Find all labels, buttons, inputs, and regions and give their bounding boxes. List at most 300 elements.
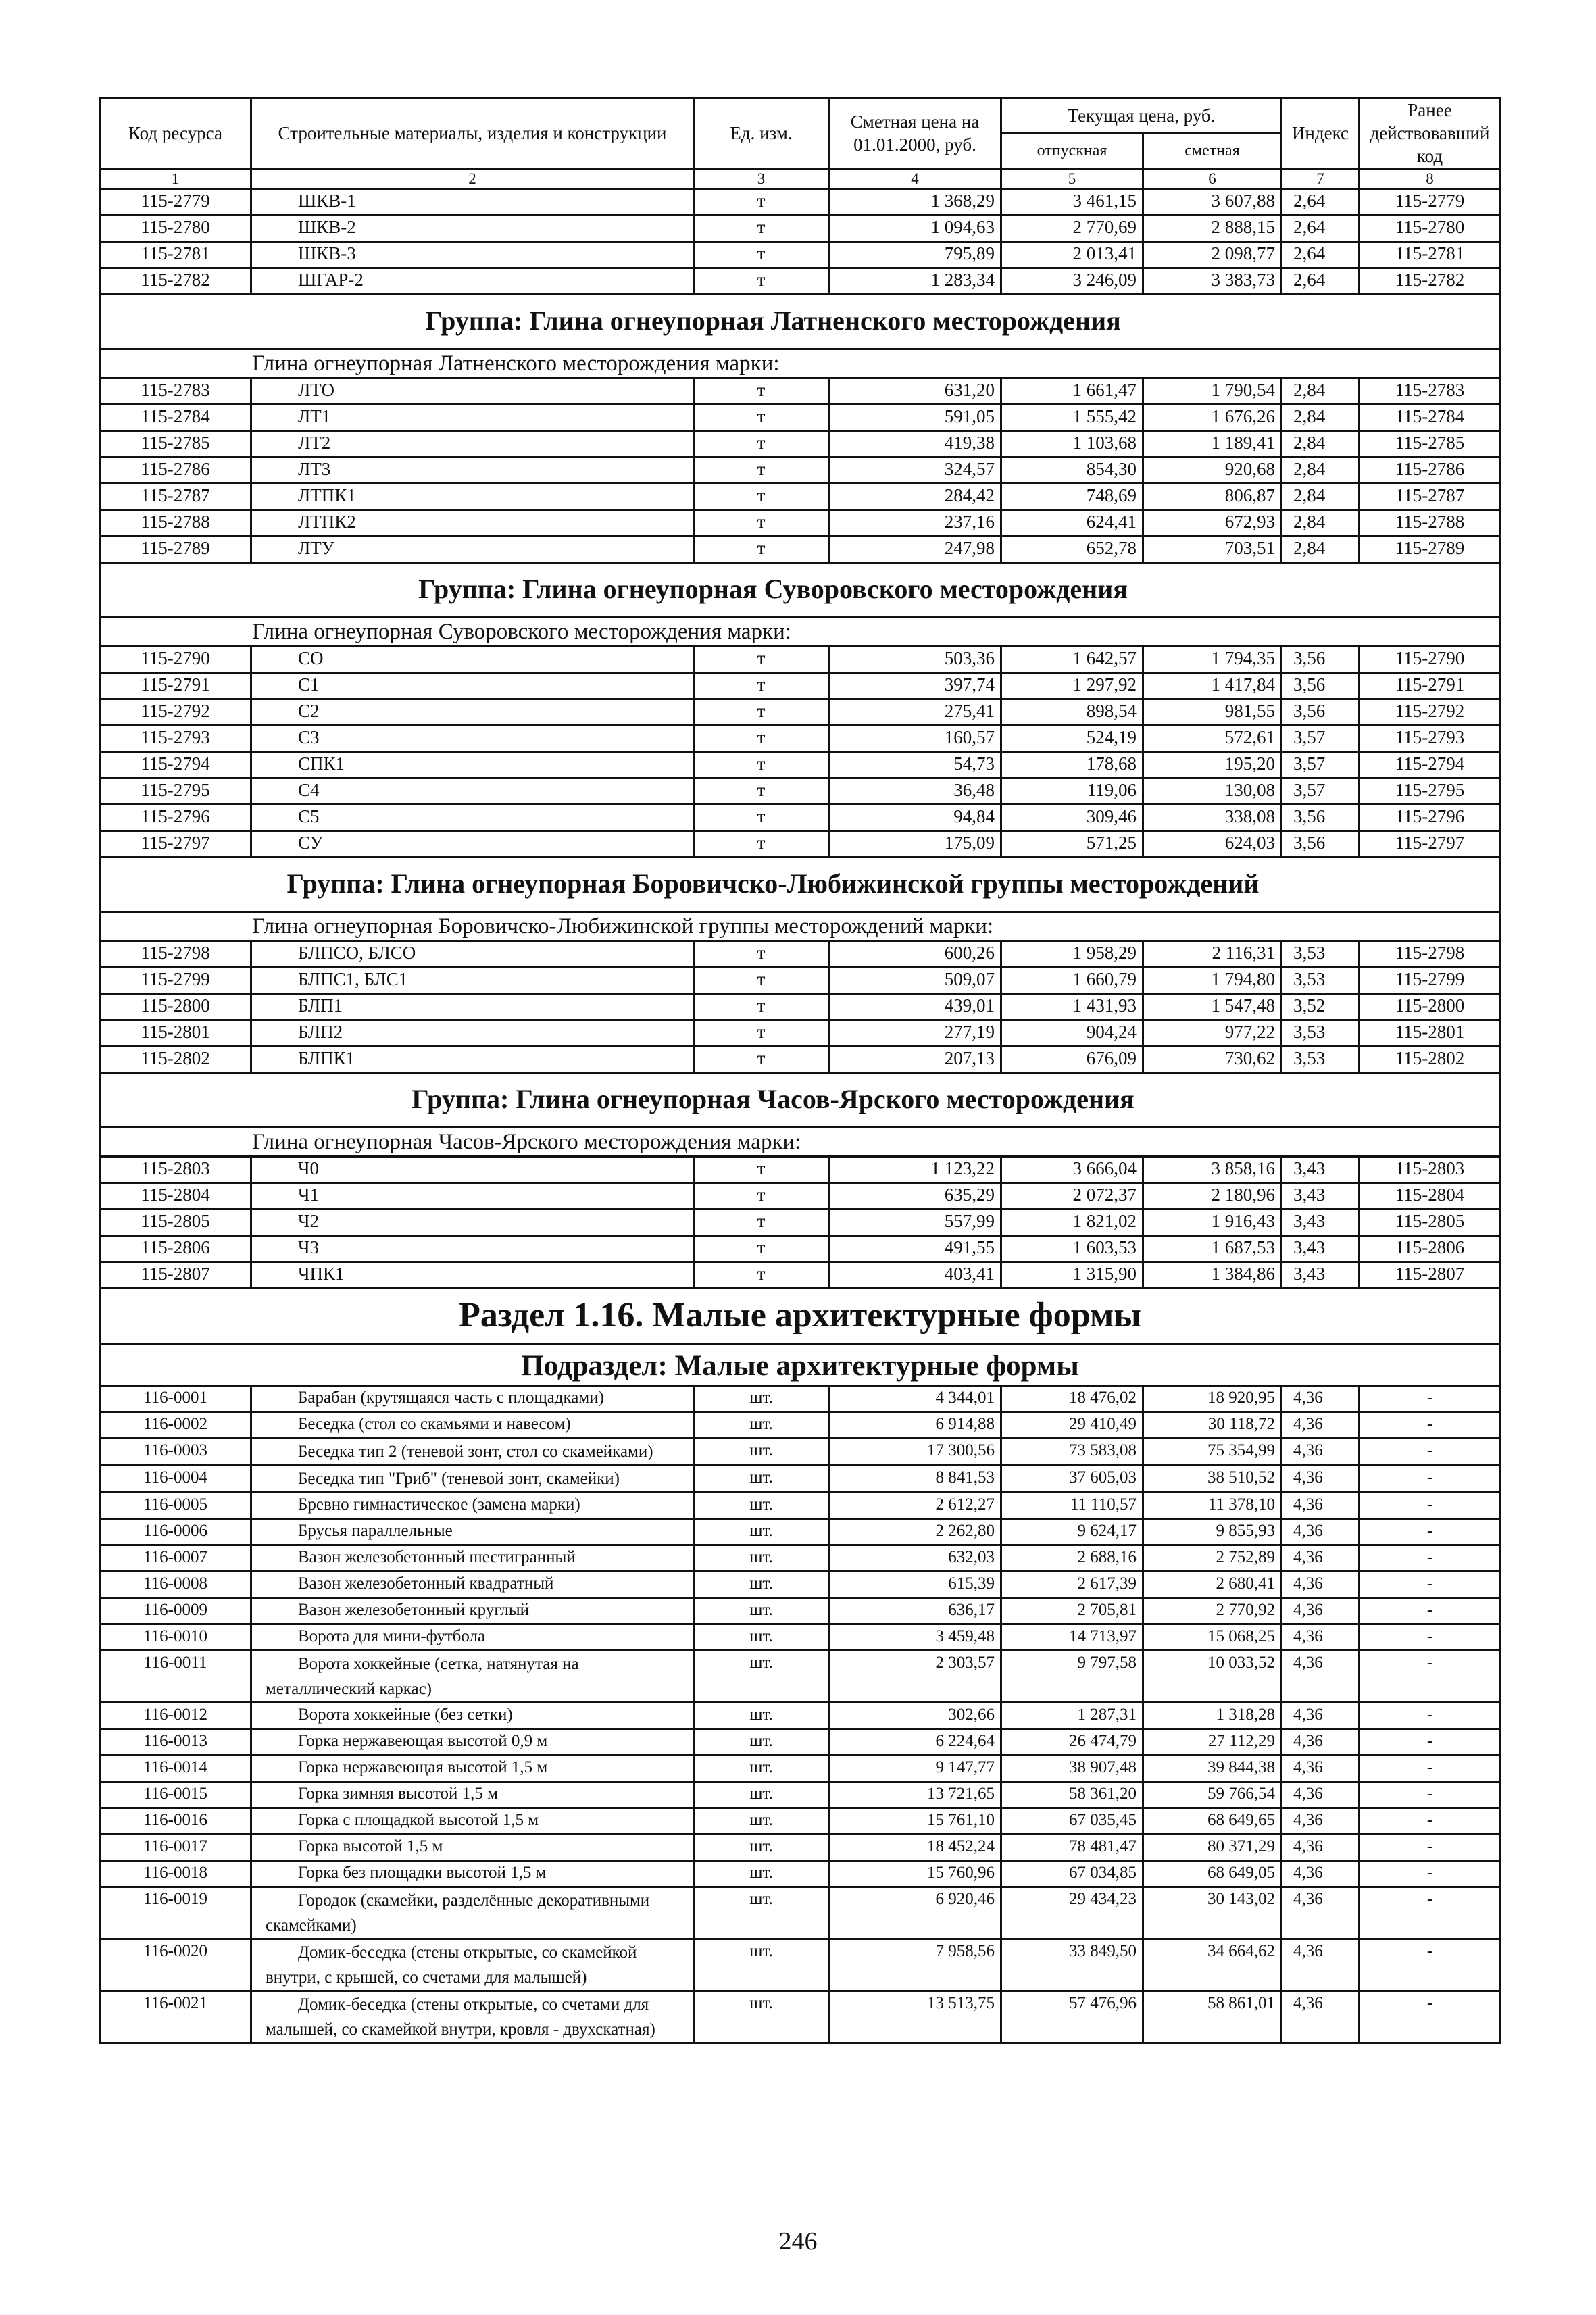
estimate-price-2000: 15 760,96 [829, 1861, 1001, 1887]
unit: шт. [694, 1808, 829, 1835]
table-row [100, 431, 1501, 457]
current-release-price: 1 297,92 [1001, 673, 1143, 699]
previous-code: 115-2797 [1360, 831, 1501, 857]
resource-code: 116-0007 [100, 1545, 251, 1572]
previous-code: - [1360, 1466, 1501, 1493]
table-row [100, 1236, 1501, 1262]
table-row [100, 1493, 1501, 1519]
current-release-price: 676,09 [1001, 1047, 1143, 1073]
table-row [100, 216, 1501, 242]
resource-code: 115-2792 [100, 699, 251, 726]
table-row [100, 1782, 1501, 1808]
table-row [100, 1729, 1501, 1756]
current-estimate-price: 338,08 [1143, 805, 1282, 831]
previous-code: 115-2799 [1360, 968, 1501, 994]
current-release-price: 1 555,42 [1001, 405, 1143, 431]
unit: т [694, 242, 829, 268]
current-release-price: 29 434,23 [1001, 1887, 1143, 1939]
group-subtitle-row [100, 912, 1501, 941]
table-row [100, 1624, 1501, 1651]
current-estimate-price: 68 649,65 [1143, 1808, 1282, 1835]
estimate-price-2000: 13 721,65 [829, 1782, 1001, 1808]
unit: шт. [694, 1835, 829, 1861]
resource-code: 116-0017 [100, 1835, 251, 1861]
price-index: 4,36 [1282, 1545, 1360, 1572]
page-number: 246 [778, 2227, 818, 2256]
resource-code: 115-2780 [100, 216, 251, 242]
current-release-price: 3 246,09 [1001, 268, 1143, 295]
resource-code: 116-0002 [100, 1412, 251, 1439]
material-name: Горка зимняя высотой 1,5 м [251, 1782, 694, 1808]
previous-code: - [1360, 1493, 1501, 1519]
previous-code: 115-2805 [1360, 1210, 1501, 1236]
unit: шт. [694, 1729, 829, 1756]
unit: т [694, 405, 829, 431]
resource-code: 115-2789 [100, 537, 251, 563]
resource-code: 115-2791 [100, 673, 251, 699]
estimate-price-2000: 284,42 [829, 484, 1001, 510]
current-release-price: 119,06 [1001, 778, 1143, 805]
price-index: 4,36 [1282, 1386, 1360, 1412]
estimate-price-2000: 397,74 [829, 673, 1001, 699]
price-index: 3,56 [1282, 673, 1360, 699]
unit: шт. [694, 1782, 829, 1808]
current-estimate-price: 10 033,52 [1143, 1651, 1282, 1703]
current-estimate-price: 1 916,43 [1143, 1210, 1282, 1236]
current-release-price: 1 642,57 [1001, 647, 1143, 673]
current-estimate-price: 572,61 [1143, 726, 1282, 752]
previous-code: - [1360, 1412, 1501, 1439]
estimate-price-2000: 509,07 [829, 968, 1001, 994]
current-release-price: 14 713,97 [1001, 1624, 1143, 1651]
resource-code: 115-2801 [100, 1020, 251, 1047]
price-index: 3,56 [1282, 805, 1360, 831]
previous-code: - [1360, 1887, 1501, 1939]
current-release-price: 1 660,79 [1001, 968, 1143, 994]
estimate-price-2000: 6 920,46 [829, 1887, 1001, 1939]
estimate-price-2000: 403,41 [829, 1262, 1001, 1289]
resource-code: 115-2802 [100, 1047, 251, 1073]
table-row [100, 994, 1501, 1020]
material-name: Ворота хоккейные (сетка, натянутая на металлический каркас) [251, 1651, 694, 1703]
unit: т [694, 268, 829, 295]
resource-code: 116-0013 [100, 1729, 251, 1756]
price-index: 3,43 [1282, 1262, 1360, 1289]
estimate-price-2000: 795,89 [829, 242, 1001, 268]
estimate-price-2000: 36,48 [829, 778, 1001, 805]
current-estimate-price: 730,62 [1143, 1047, 1282, 1073]
table-row [100, 484, 1501, 510]
price-index: 4,36 [1282, 1861, 1360, 1887]
unit: т [694, 1183, 829, 1210]
resource-code: 116-0019 [100, 1887, 251, 1939]
unit: шт. [694, 1939, 829, 1991]
estimate-price-2000: 615,39 [829, 1572, 1001, 1598]
previous-code: 115-2800 [1360, 994, 1501, 1020]
material-name: СУ [251, 831, 694, 857]
previous-code: 115-2794 [1360, 752, 1501, 778]
previous-code: 115-2788 [1360, 510, 1501, 537]
price-index: 2,84 [1282, 378, 1360, 405]
table-row [100, 1020, 1501, 1047]
estimate-price-2000: 2 303,57 [829, 1651, 1001, 1703]
unit: шт. [694, 1598, 829, 1624]
current-estimate-price: 75 354,99 [1143, 1439, 1282, 1466]
current-release-price: 1 661,47 [1001, 378, 1143, 405]
table-row [100, 1939, 1501, 1991]
current-estimate-price: 30 118,72 [1143, 1412, 1282, 1439]
table-row [100, 1439, 1501, 1466]
material-name: ЛТ2 [251, 431, 694, 457]
group-title: Группа: Глина огнеупорная Латненского месторождения [425, 305, 1121, 336]
table-row [100, 378, 1501, 405]
price-index: 2,84 [1282, 405, 1360, 431]
unit: т [694, 1020, 829, 1047]
resource-code: 115-2779 [100, 189, 251, 216]
material-name: БЛПС1, БЛС1 [251, 968, 694, 994]
header-previous-code: Ранее действовавший код [1360, 98, 1501, 169]
table-row [100, 1651, 1501, 1703]
resource-code: 115-2806 [100, 1236, 251, 1262]
current-release-price: 1 821,02 [1001, 1210, 1143, 1236]
current-release-price: 904,24 [1001, 1020, 1143, 1047]
current-release-price: 2 770,69 [1001, 216, 1143, 242]
estimate-price-2000: 175,09 [829, 831, 1001, 857]
unit: т [694, 537, 829, 563]
estimate-price-2000: 13 513,75 [829, 1991, 1001, 2043]
current-release-price: 67 035,45 [1001, 1808, 1143, 1835]
resource-code: 116-0008 [100, 1572, 251, 1598]
estimate-price-2000: 247,98 [829, 537, 1001, 563]
material-name: Вазон железобетонный шестигранный [251, 1545, 694, 1572]
resource-code: 116-0016 [100, 1808, 251, 1835]
table-header [100, 98, 1501, 189]
table-body [100, 189, 1501, 2043]
group-title-row [100, 1073, 1501, 1128]
table-row [100, 242, 1501, 268]
estimate-price-2000: 631,20 [829, 378, 1001, 405]
previous-code: - [1360, 1439, 1501, 1466]
current-release-price: 9 797,58 [1001, 1651, 1143, 1703]
table-row [100, 968, 1501, 994]
material-name: Городок (скамейки, разделённые декоративными скамейками) [251, 1887, 694, 1939]
unit: т [694, 726, 829, 752]
previous-code: - [1360, 1991, 1501, 2043]
price-index: 4,36 [1282, 1939, 1360, 1991]
material-name: Горка нержавеющая высотой 0,9 м [251, 1729, 694, 1756]
previous-code: 115-2779 [1360, 189, 1501, 216]
header-current-estimate: сметная [1143, 133, 1282, 169]
material-name: С5 [251, 805, 694, 831]
current-release-price: 854,30 [1001, 457, 1143, 484]
unit: т [694, 1236, 829, 1262]
previous-code: 115-2804 [1360, 1183, 1501, 1210]
estimate-price-2000: 94,84 [829, 805, 1001, 831]
resource-code: 115-2804 [100, 1183, 251, 1210]
current-release-price: 1 431,93 [1001, 994, 1143, 1020]
resource-code: 116-0018 [100, 1861, 251, 1887]
price-index: 4,36 [1282, 1756, 1360, 1782]
material-name: ШКВ-1 [251, 189, 694, 216]
current-estimate-price: 1 318,28 [1143, 1703, 1282, 1729]
unit: шт. [694, 1703, 829, 1729]
header-current-release: отпускная [1001, 133, 1143, 169]
resource-code: 116-0004 [100, 1466, 251, 1493]
price-index: 3,53 [1282, 1020, 1360, 1047]
unit: шт. [694, 1651, 829, 1703]
price-index: 4,36 [1282, 1598, 1360, 1624]
resource-code: 116-0010 [100, 1624, 251, 1651]
resource-code: 115-2782 [100, 268, 251, 295]
estimate-price-2000: 302,66 [829, 1703, 1001, 1729]
previous-code: 115-2801 [1360, 1020, 1501, 1047]
unit: т [694, 673, 829, 699]
current-release-price: 3 666,04 [1001, 1157, 1143, 1183]
estimate-price-2000: 632,03 [829, 1545, 1001, 1572]
table-row [100, 268, 1501, 295]
table-row [100, 1183, 1501, 1210]
estimate-price-2000: 17 300,56 [829, 1439, 1001, 1466]
unit: т [694, 189, 829, 216]
resource-code: 116-0009 [100, 1598, 251, 1624]
material-name: БЛП2 [251, 1020, 694, 1047]
section-title: Раздел 1.16. Малые архитектурные формы [100, 1289, 1501, 1345]
material-name: ЛТ3 [251, 457, 694, 484]
price-index: 3,43 [1282, 1236, 1360, 1262]
material-name: ЛТ1 [251, 405, 694, 431]
estimate-price-2000: 275,41 [829, 699, 1001, 726]
resource-code: 115-2798 [100, 941, 251, 968]
current-estimate-price: 9 855,93 [1143, 1519, 1282, 1545]
resource-code: 116-0005 [100, 1493, 251, 1519]
current-estimate-price: 18 920,95 [1143, 1386, 1282, 1412]
material-name: Брусья параллельные [251, 1519, 694, 1545]
material-name: Горка с площадкой высотой 1,5 м [251, 1808, 694, 1835]
current-estimate-price: 39 844,38 [1143, 1756, 1282, 1782]
group-subtitle: Глина огнеупорная Часов-Ярского месторождения марки: [100, 1128, 1501, 1157]
estimate-price-2000: 15 761,10 [829, 1808, 1001, 1835]
estimate-price-2000: 419,38 [829, 431, 1001, 457]
unit: шт. [694, 1861, 829, 1887]
resource-code: 115-2787 [100, 484, 251, 510]
price-index: 4,36 [1282, 1887, 1360, 1939]
previous-code: 115-2798 [1360, 941, 1501, 968]
price-index: 3,43 [1282, 1157, 1360, 1183]
estimate-price-2000: 3 459,48 [829, 1624, 1001, 1651]
price-index: 2,84 [1282, 510, 1360, 537]
table-row [100, 726, 1501, 752]
estimate-price-2000: 439,01 [829, 994, 1001, 1020]
price-index: 4,36 [1282, 1651, 1360, 1703]
resource-code: 115-2783 [100, 378, 251, 405]
section-title-row [100, 1289, 1501, 1345]
material-name: С3 [251, 726, 694, 752]
header-unit: Ед. изм. [694, 98, 829, 169]
column-number: 1 [100, 169, 251, 189]
unit: шт. [694, 1386, 829, 1412]
resource-code: 115-2803 [100, 1157, 251, 1183]
estimate-price-2000: 237,16 [829, 510, 1001, 537]
resource-code: 115-2784 [100, 405, 251, 431]
current-release-price: 571,25 [1001, 831, 1143, 857]
group-subtitle-row [100, 1128, 1501, 1157]
current-estimate-price: 38 510,52 [1143, 1466, 1282, 1493]
table-row [100, 1991, 1501, 2043]
previous-code: 115-2795 [1360, 778, 1501, 805]
material-name: Горка высотой 1,5 м [251, 1835, 694, 1861]
material-name: ЛТУ [251, 537, 694, 563]
current-release-price: 2 013,41 [1001, 242, 1143, 268]
material-name: Вазон железобетонный квадратный [251, 1572, 694, 1598]
current-estimate-price: 2 752,89 [1143, 1545, 1282, 1572]
current-release-price: 18 476,02 [1001, 1386, 1143, 1412]
material-name: С4 [251, 778, 694, 805]
current-estimate-price: 1 384,86 [1143, 1262, 1282, 1289]
group-title: Группа: Глина огнеупорная Суворовского месторождения [418, 574, 1128, 604]
estimate-price-2000: 160,57 [829, 726, 1001, 752]
subsection-title-row [100, 1345, 1501, 1386]
table-row [100, 831, 1501, 857]
material-name: Ч1 [251, 1183, 694, 1210]
current-release-price: 1 287,31 [1001, 1703, 1143, 1729]
price-index: 2,84 [1282, 431, 1360, 457]
previous-code: - [1360, 1756, 1501, 1782]
resource-code: 115-2793 [100, 726, 251, 752]
unit: т [694, 510, 829, 537]
material-name: ШГАР-2 [251, 268, 694, 295]
price-index: 2,64 [1282, 268, 1360, 295]
unit: шт. [694, 1756, 829, 1782]
price-index: 3,53 [1282, 941, 1360, 968]
current-release-price: 898,54 [1001, 699, 1143, 726]
current-release-price: 33 849,50 [1001, 1939, 1143, 1991]
price-index: 4,36 [1282, 1782, 1360, 1808]
current-release-price: 2 617,39 [1001, 1572, 1143, 1598]
current-release-price: 1 103,68 [1001, 431, 1143, 457]
group-title-row [100, 295, 1501, 349]
price-index: 2,84 [1282, 484, 1360, 510]
material-name: Беседка тип "Гриб" (теневой зонт, скамейки) [251, 1466, 694, 1493]
column-number: 7 [1282, 169, 1360, 189]
current-estimate-price: 624,03 [1143, 831, 1282, 857]
material-name: СПК1 [251, 752, 694, 778]
unit: т [694, 431, 829, 457]
unit: т [694, 941, 829, 968]
price-index: 4,36 [1282, 1439, 1360, 1466]
current-estimate-price: 58 861,01 [1143, 1991, 1282, 2043]
current-estimate-price: 1 794,35 [1143, 647, 1282, 673]
estimate-price-2000: 1 283,34 [829, 268, 1001, 295]
table-row [100, 1703, 1501, 1729]
price-index: 3,57 [1282, 752, 1360, 778]
table-row [100, 1262, 1501, 1289]
current-estimate-price: 3 383,73 [1143, 268, 1282, 295]
resource-code: 115-2794 [100, 752, 251, 778]
price-index: 4,36 [1282, 1519, 1360, 1545]
estimate-price-2000: 54,73 [829, 752, 1001, 778]
unit: шт. [694, 1887, 829, 1939]
current-release-price: 57 476,96 [1001, 1991, 1143, 2043]
previous-code: 115-2796 [1360, 805, 1501, 831]
unit: шт. [694, 1991, 829, 2043]
previous-code: 115-2789 [1360, 537, 1501, 563]
price-index: 4,36 [1282, 1729, 1360, 1756]
price-index: 2,64 [1282, 216, 1360, 242]
current-estimate-price: 981,55 [1143, 699, 1282, 726]
current-estimate-price: 1 676,26 [1143, 405, 1282, 431]
estimate-price-2000: 600,26 [829, 941, 1001, 968]
current-estimate-price: 2 116,31 [1143, 941, 1282, 968]
column-number: 2 [251, 169, 694, 189]
header-index: Индекс [1282, 98, 1360, 169]
previous-code: - [1360, 1835, 1501, 1861]
current-release-price: 11 110,57 [1001, 1493, 1143, 1519]
previous-code: - [1360, 1598, 1501, 1624]
table-row [100, 1572, 1501, 1598]
previous-code: - [1360, 1545, 1501, 1572]
resource-code: 115-2797 [100, 831, 251, 857]
previous-code: 115-2786 [1360, 457, 1501, 484]
current-release-price: 73 583,08 [1001, 1439, 1143, 1466]
resource-code: 116-0021 [100, 1991, 251, 2043]
table-row [100, 1835, 1501, 1861]
subsection-title: Подраздел: Малые архитектурные формы [100, 1345, 1501, 1386]
material-name: ЛТО [251, 378, 694, 405]
price-index: 4,36 [1282, 1624, 1360, 1651]
group-subtitle-row [100, 618, 1501, 647]
material-name: Вазон железобетонный круглый [251, 1598, 694, 1624]
unit: т [694, 994, 829, 1020]
column-number: 4 [829, 169, 1001, 189]
resource-code: 115-2788 [100, 510, 251, 537]
current-estimate-price: 672,93 [1143, 510, 1282, 537]
current-estimate-price: 195,20 [1143, 752, 1282, 778]
price-index: 4,36 [1282, 1835, 1360, 1861]
price-index: 2,64 [1282, 242, 1360, 268]
current-estimate-price: 1 417,84 [1143, 673, 1282, 699]
material-name: Беседка (стол со скамьями и навесом) [251, 1412, 694, 1439]
estimate-price-2000: 324,57 [829, 457, 1001, 484]
material-name: Горка без площадки высотой 1,5 м [251, 1861, 694, 1887]
unit: шт. [694, 1412, 829, 1439]
price-index: 3,53 [1282, 1047, 1360, 1073]
previous-code: 115-2791 [1360, 673, 1501, 699]
price-index: 3,43 [1282, 1210, 1360, 1236]
estimate-price-2000: 7 958,56 [829, 1939, 1001, 1991]
unit: т [694, 457, 829, 484]
material-name: Ч3 [251, 1236, 694, 1262]
resource-code: 116-0014 [100, 1756, 251, 1782]
price-index: 4,36 [1282, 1703, 1360, 1729]
previous-code: 115-2792 [1360, 699, 1501, 726]
header-name: Строительные материалы, изделия и конструкции [251, 98, 694, 169]
current-release-price: 309,46 [1001, 805, 1143, 831]
price-index: 4,36 [1282, 1493, 1360, 1519]
price-table [99, 97, 1501, 2044]
table-row [100, 1598, 1501, 1624]
table-row [100, 752, 1501, 778]
current-release-price: 58 361,20 [1001, 1782, 1143, 1808]
estimate-price-2000: 503,36 [829, 647, 1001, 673]
previous-code: 115-2783 [1360, 378, 1501, 405]
table-row [100, 1047, 1501, 1073]
previous-code: 115-2790 [1360, 647, 1501, 673]
unit: шт. [694, 1493, 829, 1519]
column-number: 8 [1360, 169, 1501, 189]
table-row [100, 1519, 1501, 1545]
previous-code: - [1360, 1861, 1501, 1887]
current-estimate-price: 920,68 [1143, 457, 1282, 484]
